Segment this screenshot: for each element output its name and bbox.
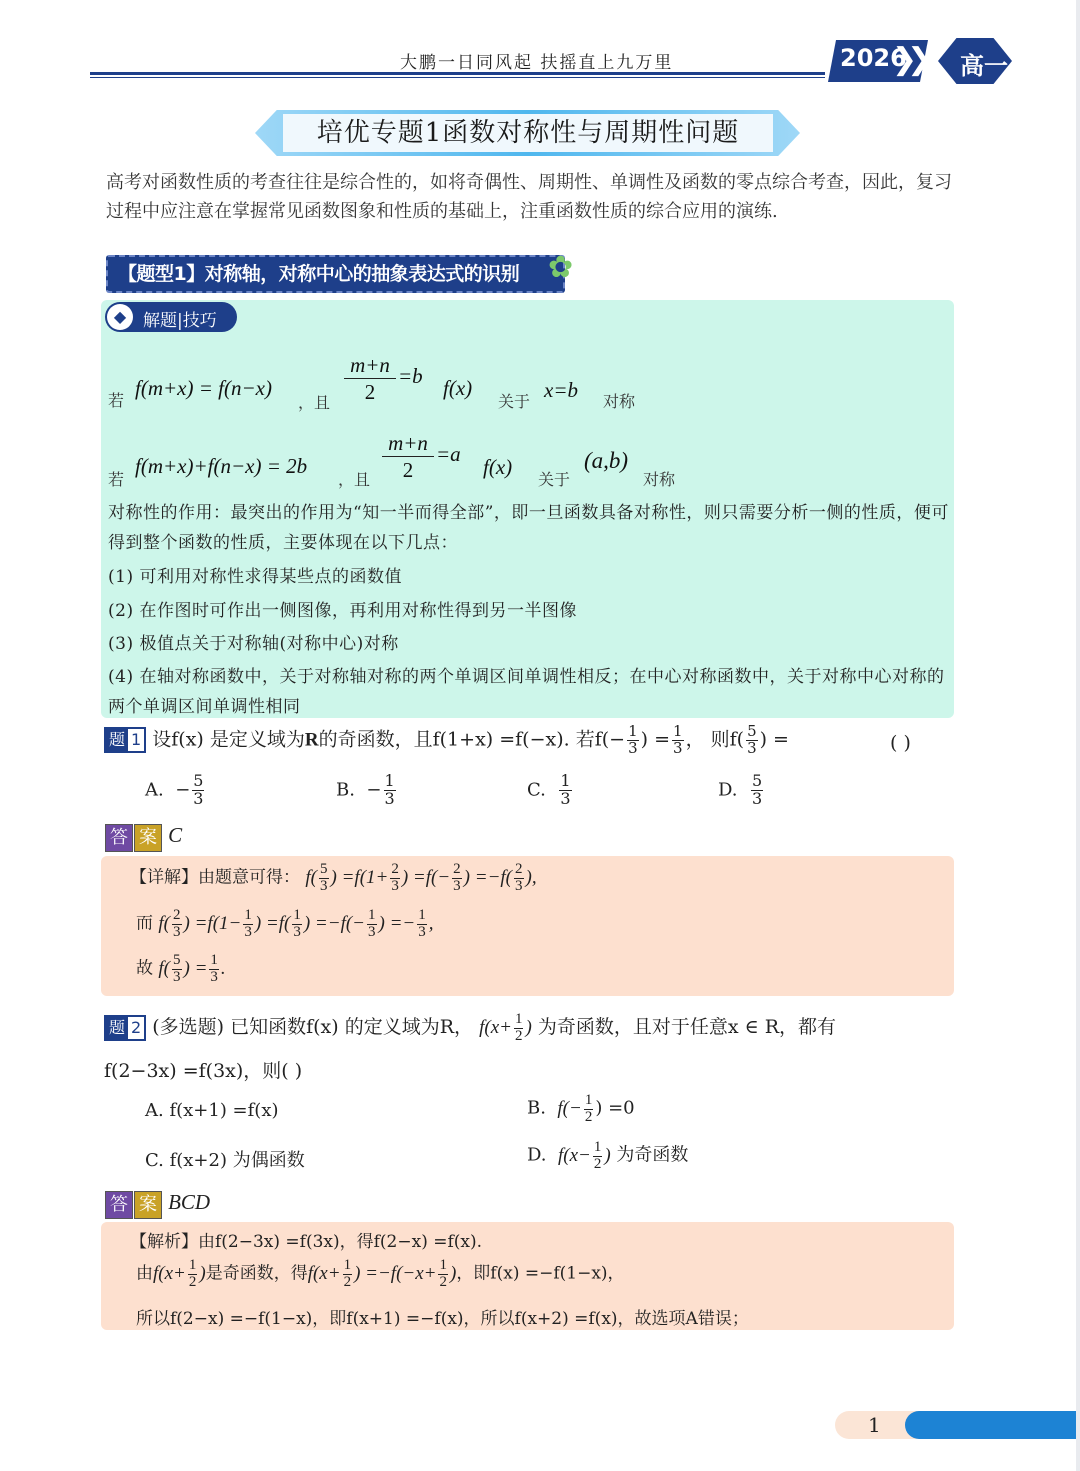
rule2-sym: 对称: [643, 470, 676, 489]
rule1-and: ，且: [298, 393, 331, 412]
rule1-axis: x=b: [544, 378, 578, 402]
year-label: 2026: [840, 44, 907, 72]
rule1-num: m+n: [344, 352, 396, 379]
header-slogan: 大鹏一日同风起 扶摇直上九万里: [400, 53, 674, 73]
answer-tag: 答 案: [105, 1191, 163, 1219]
rule1-fraction: [344, 352, 396, 405]
q2-option-c[interactable]: C. f(x+2) 为偶函数: [145, 1150, 305, 1171]
intro-paragraph: 高考对函数性质的考查往往是综合性的，如将奇偶性、周期性、单调性及函数的零点综合考查，因此，复习过程中应注意在掌握常见函数图象和性质的基础上，注重函数性质的综合应用的演练.: [106, 172, 952, 222]
rule2-about: 关于: [538, 470, 571, 489]
rule2-eq: =a: [436, 442, 461, 466]
rule2-fraction: [382, 430, 434, 483]
q1-stem: 题 1 设f(x) 是定义域为R的奇函数，且f(1+x) =f(−x). 若f(− $\frac{1}{3}$ ) = $\frac{1}{3}$ ， 则f( $\frac{5}{3}$ ) =: [104, 724, 954, 757]
q1-option-c[interactable]: C. $\frac{1}{3}$: [527, 771, 571, 808]
tips-point-2: (2) 在作图时可作出一侧图像，再利用对称性得到另一半图像: [108, 601, 577, 621]
rule2-if: 若: [108, 470, 125, 489]
q2-answer-value: BCD: [168, 1190, 211, 1214]
q1-bracket: ( ): [890, 732, 911, 754]
flower-icon: ✿: [548, 250, 574, 285]
page-title: 培优专题1函数对称性与周期性问题: [316, 118, 740, 148]
rule1-expr: f(m+x) = f(n−x): [135, 376, 272, 400]
q1-option-a[interactable]: A. − $\frac{5}{3}$: [145, 771, 204, 808]
answer-tag: 答 案: [105, 824, 163, 852]
tips-point-3: (3) 极值点关于对称轴(对称中心)对称: [108, 634, 399, 654]
rule2-point: (a,b): [584, 448, 629, 473]
q1-tag: 题 1: [104, 727, 146, 753]
q2-analysis-line2: 由f(x+ $\frac{1}{2}$ )是奇函数，得f(x+ $\frac{1}{2}$ ) =−f(−x+ $\frac{1}{2}$ )，即f(x) =−f(1−x)，: [136, 1257, 625, 1290]
q1-detail-line1: 【详解】由题意可得： f( $\frac{5}{3}$ ) =f(1+ $\frac{2}{3}$ ) =f(− $\frac{2}{3}$ ) =−f( $\frac{2}{3}$ ),: [130, 861, 537, 894]
rule2-expr: f(m+x)+f(n−x) = 2b: [135, 454, 308, 478]
page-edge: [1076, 0, 1080, 1471]
q2-analysis-line1: 【解析】由f(2−3x) =f(3x)，得f(2−x) =f(x).: [130, 1232, 483, 1252]
rule1-about: 关于: [498, 392, 531, 411]
page-number: 1: [868, 1413, 881, 1437]
section-heading: 【题型1】对称轴，对称中心的抽象表达式的识别: [118, 263, 520, 285]
rule1-den: 2: [364, 380, 376, 404]
chevron-right-icon: ❯❯❯: [892, 42, 938, 77]
q1-answer: [105, 823, 182, 852]
rule1-sym: 对称: [603, 392, 636, 411]
tips-point-4: (4) 在轴对称函数中，关于对称轴对称的两个单调区间单调性相反；在中心对称函数中，关于对称中心对称的两个单调区间单调性相同: [108, 667, 945, 717]
rule2-fx: f(x): [483, 455, 513, 479]
rule2-num: m+n: [382, 430, 434, 457]
rule1-if: 若: [108, 391, 125, 410]
q2-option-a[interactable]: A. f(x+1) =f(x): [145, 1100, 279, 1121]
q2-tag: 题 2: [104, 1015, 146, 1041]
rule2-and: ，且: [338, 470, 371, 489]
rule2-den: 2: [402, 458, 414, 482]
tips-label: 解题|技巧: [143, 311, 217, 331]
q2-stem-line2: f(2−3x) =f(3x)，则( ): [104, 1060, 303, 1082]
rule1-eq: =b: [398, 364, 423, 388]
q1-option-b[interactable]: B. − $\frac{1}{3}$: [336, 771, 395, 808]
q2-analysis-line3: 所以f(2−x) =−f(1−x)，即f(x+1) =−f(x)，所以f(x+2) =f(x)，故选项A错误；: [136, 1309, 749, 1329]
q2-answer: [105, 1190, 210, 1219]
q2-stem: 题 2 (多选题) 已知函数f(x) 的定义域为R， f(x+ $\frac{1}{2}$ ) 为奇函数，且对于任意x ∈ R，都有: [104, 1012, 954, 1045]
q1-detail-line2: 而 f( $\frac{2}{3}$ ) =f(1− $\frac{1}{3}$ ) =f( $\frac{1}{3}$ ) =−f(− $\frac{1}{3}$ ) =− $\frac{1}{3}$ ,: [136, 907, 434, 940]
q1-detail-line3: 故 f( $\frac{5}{3}$ ) = $\frac{1}{3}$ .: [136, 952, 226, 985]
q2-option-d[interactable]: D. f(x− $\frac{1}{2}$ ) 为奇函数: [527, 1139, 689, 1172]
rule1-fx: f(x): [443, 376, 473, 400]
q1-option-d[interactable]: D. $\frac{5}{3}$: [718, 771, 763, 808]
tips-logo-icon: ◆: [107, 304, 133, 330]
grade-label: 高一: [960, 52, 1008, 80]
q2-option-b[interactable]: B. f(− $\frac{1}{2}$ ) =0: [527, 1092, 635, 1125]
q1-answer-value: C: [168, 823, 183, 847]
header-rule-thin: [90, 77, 825, 78]
tips-point-1: (1) 可利用对称性求得某些点的函数值: [108, 567, 402, 587]
tips-effect: 对称性的作用：最突出的作用为“知一半而得全部”，即一旦函数具备对称性，则只需要分析一侧的性质，便可得到整个函数的性质，主要体现在以下几点：: [108, 503, 949, 553]
footer-bar: [905, 1411, 1080, 1439]
